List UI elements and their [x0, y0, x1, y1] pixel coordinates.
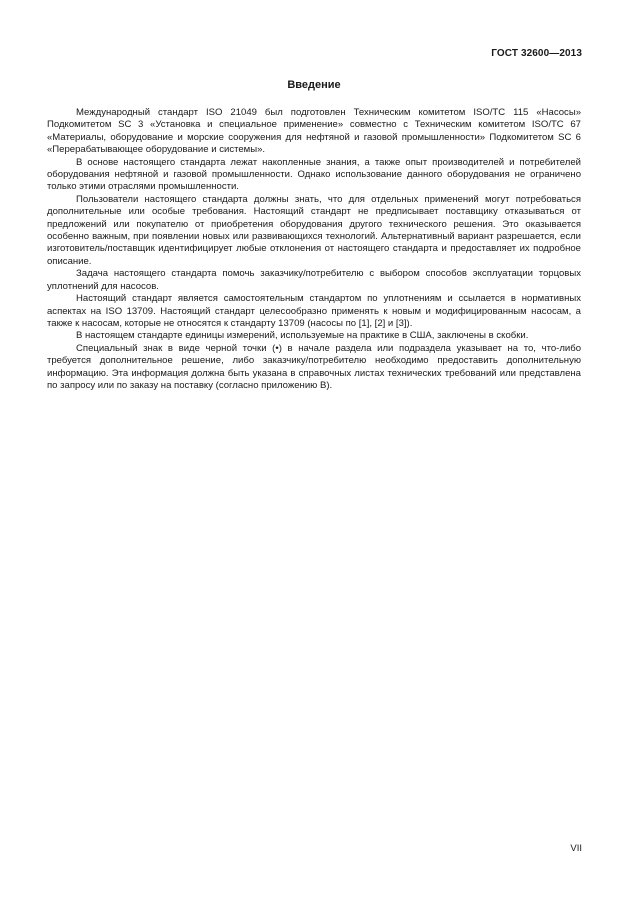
paragraph: Специальный знак в виде черной точки (•) в начале раздела или подраздела указывает на то, что-либо требуется дополнительное решение, либо заказчику/потребителю необходимо предоставить дополнительную информацию. Эта информация должна быть указана в справочных листах технических требований или представлена по запросу или по заказу на поставку (согласно приложению В). — [47, 342, 581, 391]
paragraph: В основе настоящего стандарта лежат накопленные знания, а также опыт производителей и потребителей оборудования нефтяной и газовой промышленности. Однако использование данного оборудования не ограничено только этими отраслями промышленности. — [47, 156, 581, 193]
page-number: VII — [570, 843, 582, 854]
paragraph: Пользователи настоящего стандарта должны знать, что для отдельных применений могут потребоваться дополнительные или особые требования. Настоящий стандарт не предписывает поставщику отказываться от предложений или покупателю от приобретения оборудования другого технического решения. Это оказывается особенно важным, при появлении новых или развивающихся технологий. Альтернативный вариант разрешается, если изготовитель/поставщик идентифицирует любые отклонения от настоящего стандарта и предоставляет их подробное описание. — [47, 193, 581, 267]
paragraph: В настоящем стандарте единицы измерений, используемые на практике в США, заключены в скобки. — [76, 330, 529, 342]
paragraph: Задача настоящего стандарта помочь заказчику/потребителю с выбором способов эксплуатации торцовых уплотнений для насосов. — [47, 268, 581, 292]
section-body — [47, 107, 581, 392]
section-title: Введение — [287, 79, 341, 91]
paragraph: Международный стандарт ISO 21049 был подготовлен Техническим комитетом ISO/TC 115 «Насосы» Подкомитетом SC 3 «Установка и специальное применение» совместно с Техническим комитетом ISO/TC 67 «Материалы, оборудование и морские сооружения для нефтяной и газовой промышленности» Подкомитетом SC 6 «Перерабатывающее оборудование и системы». — [47, 107, 581, 156]
paragraph: Настоящий стандарт является самостоятельным стандартом по уплотнениям и ссылается в нормативных аспектах на ISO 13709. Настоящий стандарт целесообразно применять к новым и модифицированным насосам, а также к насосам, которые не относятся к стандарту 13709 (насосы по [1], [2] и [3]). — [47, 293, 581, 329]
document-code: ГОСТ 32600—2013 — [491, 48, 582, 59]
